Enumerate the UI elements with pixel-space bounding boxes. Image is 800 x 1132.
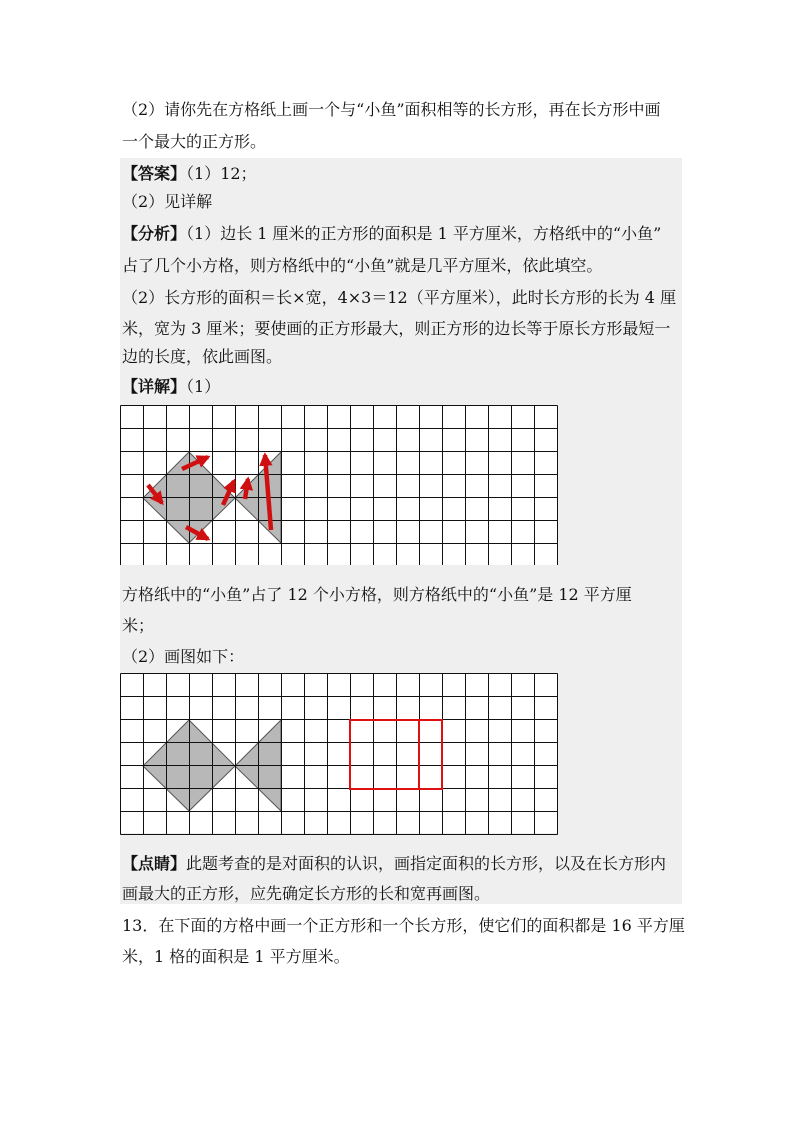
comment-line2: 画最大的正方形，应先确定长方形的长和宽再画图。 — [122, 884, 491, 903]
arrow-icon — [245, 479, 248, 499]
analysis-text1: （1）边长 1 厘米的正方形的面积是 1 平方厘米，方格纸中的“小鱼” — [186, 224, 662, 243]
answer-part1: （1）12； — [186, 164, 257, 183]
analysis-line3: （2）长方形的面积＝长×宽，4×3＝12（平方厘米），此时长方形的长为 4 厘 — [122, 288, 677, 307]
question-part2-line2: 一个最大的正方形。 — [122, 132, 267, 151]
answer-part2: （2）见详解 — [122, 192, 213, 211]
figure2-grid-fish-rectangle — [120, 673, 560, 835]
answer-line — [122, 162, 257, 186]
figure1-grid-fish-arrows — [120, 405, 560, 565]
comment-label: 【点睛】 — [122, 854, 187, 873]
comment-text1: 此题考查的是对面积的认识，画指定面积的长方形，以及在长方形内 — [186, 854, 667, 873]
analysis-line2: 占了几个小方格，则方格纸中的“小鱼”就是几平方厘米，依此填空。 — [122, 256, 603, 275]
analysis-label: 【分析】 — [122, 224, 187, 243]
analysis-line5: 边的长度，依此画图。 — [122, 347, 283, 366]
question13-line1: 13．在下面的方格中画一个正方形和一个长方形，使它们的面积都是 16 平方厘 — [122, 916, 685, 935]
analysis-line4: 米，宽为 3 厘米；要使画的正方形最大，则正方形的边长等于原长方形最短一 — [122, 319, 671, 338]
detail-part1: （1） — [186, 377, 221, 396]
detail-result1-line1: 方格纸中的“小鱼”占了 12 个小方格，则方格纸中的“小鱼”是 12 平方厘 — [122, 585, 632, 604]
answer-label: 【答案】 — [122, 164, 187, 183]
detail-line1 — [122, 375, 220, 399]
detail-part2: （2）画图如下： — [122, 647, 245, 666]
detail-label: 【详解】 — [122, 377, 187, 396]
question-part2-line1: （2）请你先在方格纸上画一个与“小鱼”面积相等的长方形，再在长方形中画 — [122, 100, 661, 119]
question13-line2: 米，1 格的面积是 1 平方厘米。 — [122, 947, 350, 966]
detail-result1-line2: 米； — [122, 616, 155, 635]
comment-line1 — [122, 852, 666, 876]
analysis-line1 — [122, 222, 661, 246]
